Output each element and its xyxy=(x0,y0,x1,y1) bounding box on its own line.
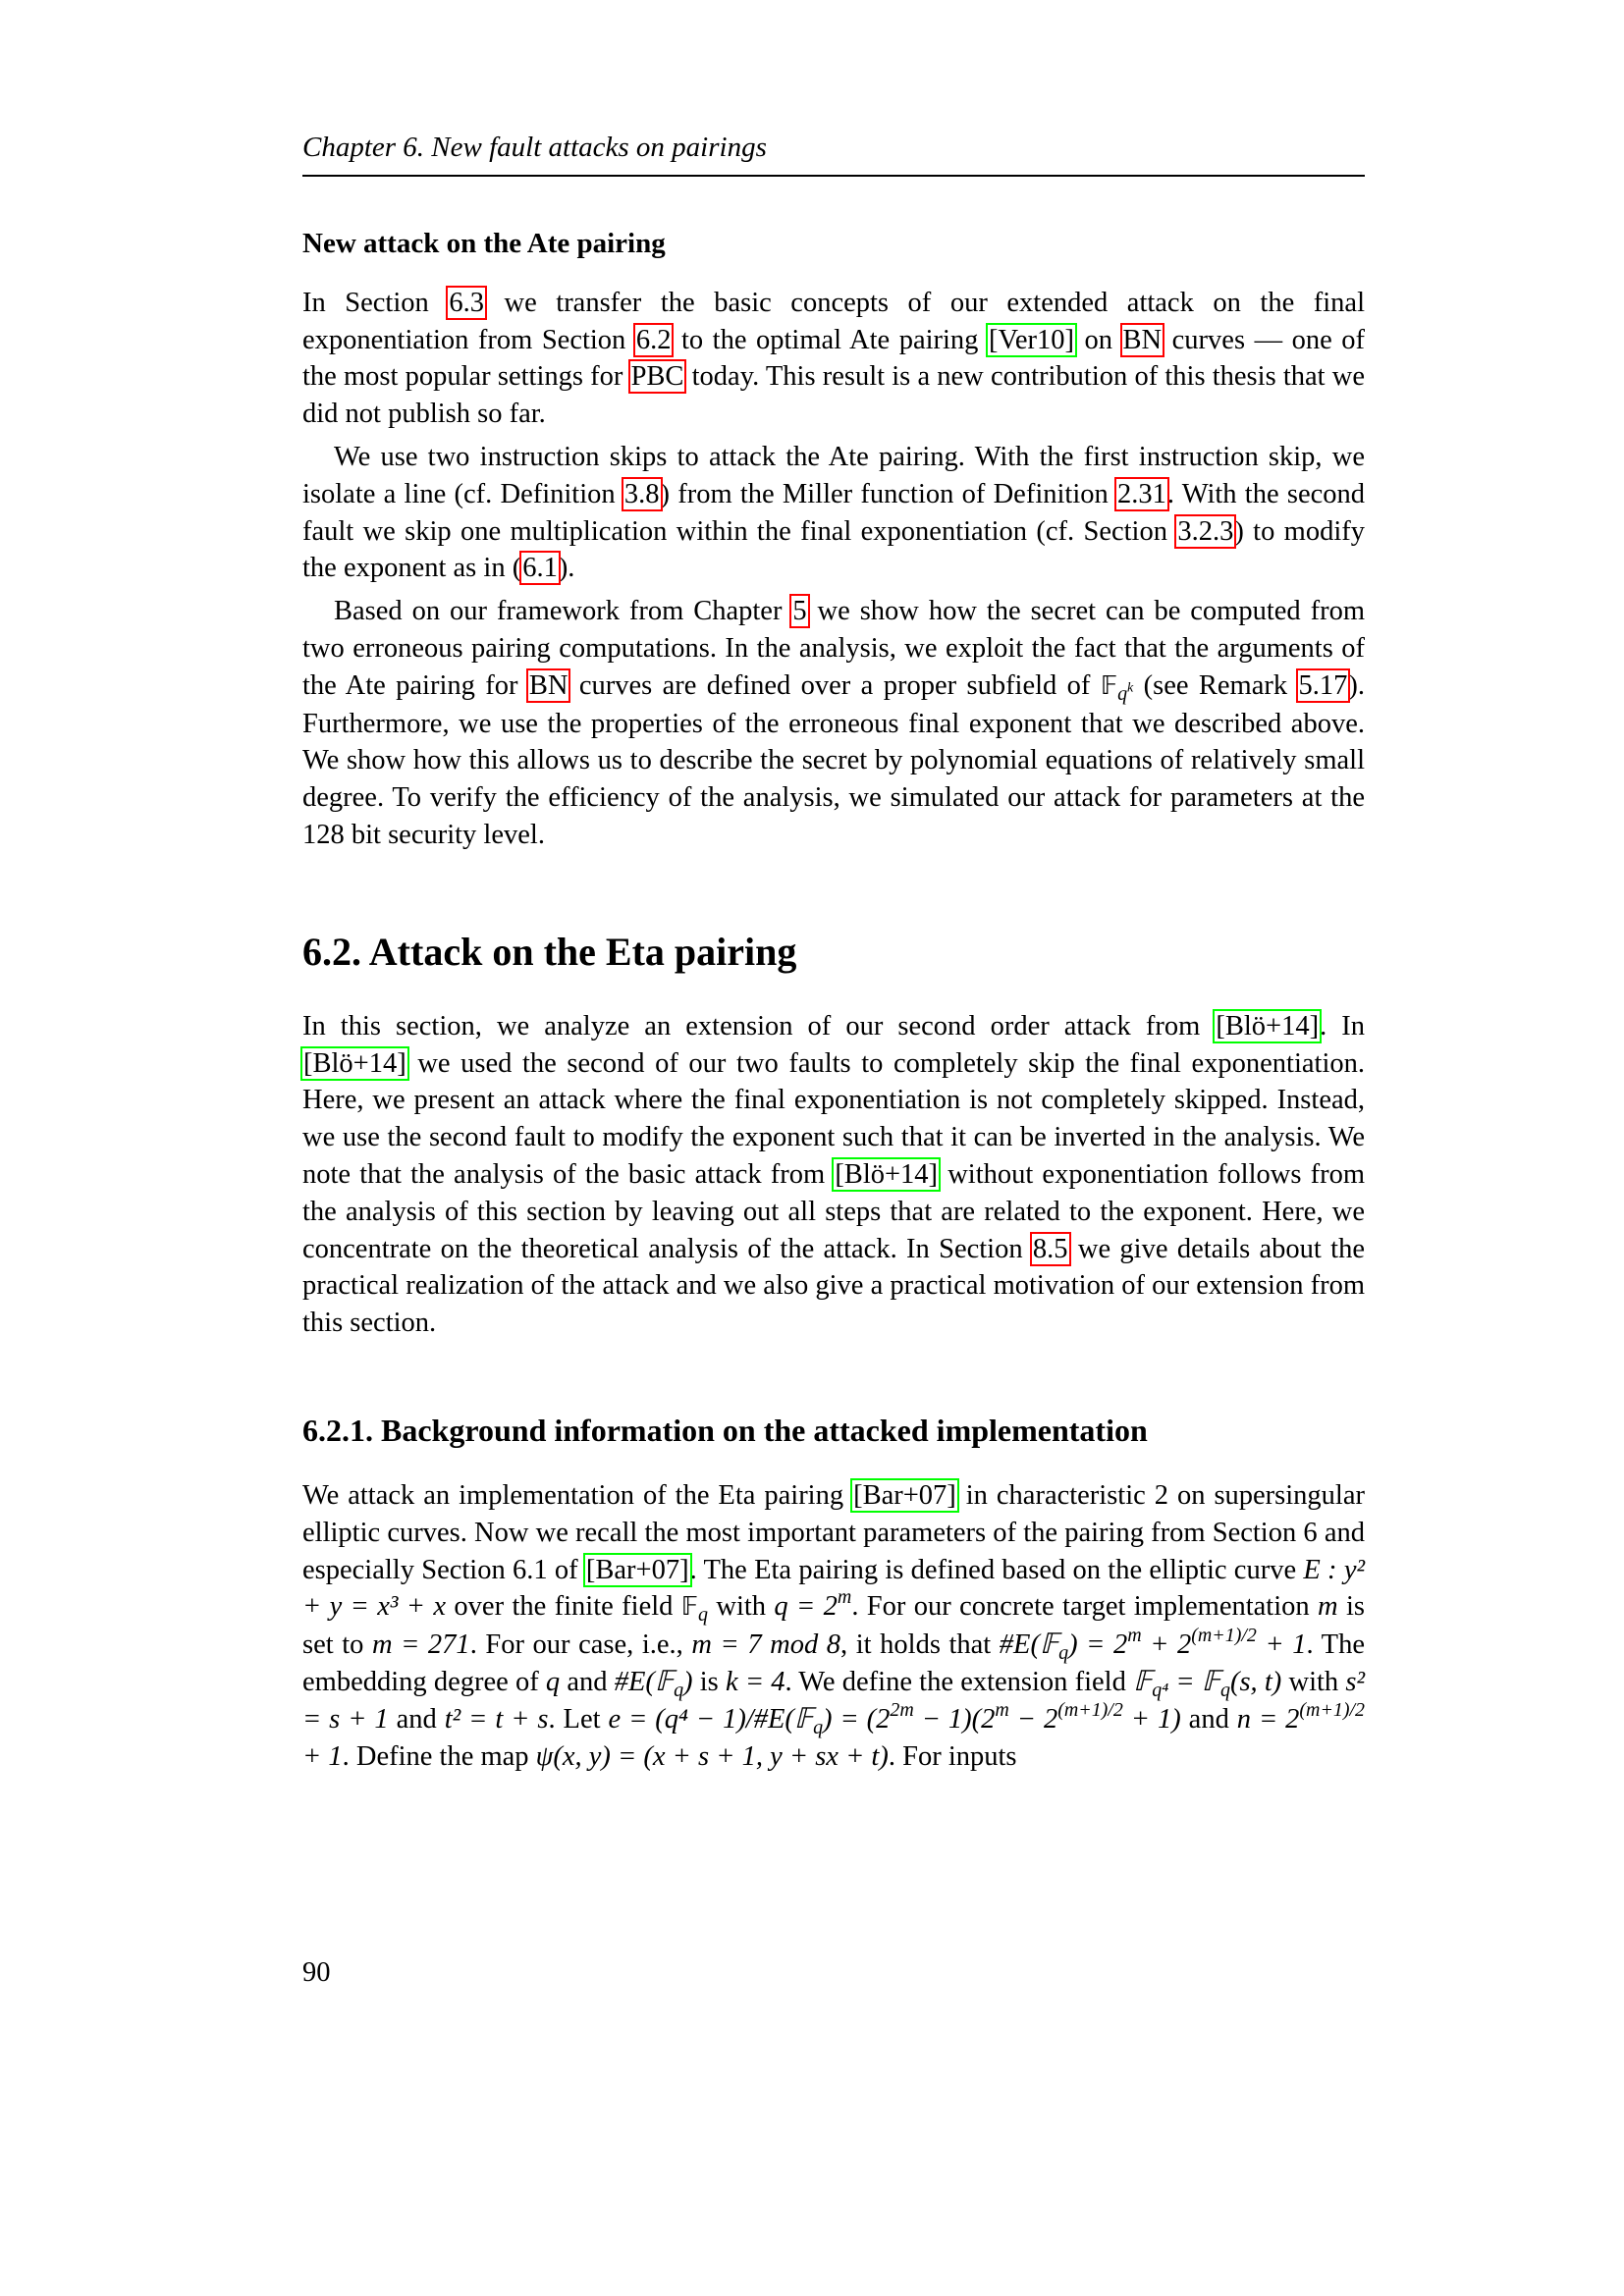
math-q-definition: $q = 2^m$ xyxy=(774,1586,852,1623)
math-mod-condition: m = 7 mod 8 xyxy=(691,1629,841,1661)
math-embedding-degree: k = 4 xyxy=(725,1666,785,1697)
section-ref-link[interactable]: 3.2.3 xyxy=(1177,515,1234,547)
citation-link[interactable]: [Bar+07] xyxy=(853,1479,956,1511)
citation-link[interactable]: [Blö+14] xyxy=(303,1047,406,1079)
chapter-ref-link[interactable]: 5 xyxy=(792,596,807,627)
math-m-value: m = 271 xyxy=(371,1629,470,1661)
math-field: 𝔽$_{q^k}$ xyxy=(1100,670,1134,705)
intro-paragraph-1: In Section 6.3 we transfer the basic concepts of our extended attack on the final exponentiation from Section 6.2 to the optimal Ate pairing [Ver10] on BN curves — one of the most popular settings for PBC today. This result is a new contribution of this thesis that we did not publish so far. xyxy=(302,287,1366,430)
citation-link[interactable]: [Bar+07] xyxy=(585,1554,689,1585)
math-t-relation: t² = t + s xyxy=(444,1703,549,1735)
section-ref-link[interactable]: 6.3 xyxy=(449,287,484,318)
acronym-link[interactable]: BN xyxy=(1122,324,1163,355)
math-q: q xyxy=(545,1666,561,1697)
citation-link[interactable]: [Blö+14] xyxy=(835,1158,939,1190)
math-curve-equation: E : y² + y = x³ + x xyxy=(302,1554,1366,1623)
section-heading: 6.2. Attack on the Eta pairing xyxy=(302,929,797,974)
math-n-definition: $n = 2^{(m+1)/2} + 1$ xyxy=(302,1698,1366,1772)
intro-paragraph-2: We use two instruction skips to attack the Ate pairing. With the first instruction skip, we isolate a line (cf. Definition 3.8) from the Miller function of Definition 2.31. With the second fault we skip one multiplication within the final exponentiation (cf. Section 3.2.3) to modify the exponent as in (6.1). xyxy=(302,441,1365,584)
intro-paragraph-3: Based on our framework from Chapter 5 we show how the secret can be computed from two erroneous pairing computations. In the analysis, we exploit the fact that the arguments of the Ate pairing for BN curves are defined over a proper subfield of 𝔽$_{q^k}$ (see Remark 5.17). Furthermore, we use the properties of the erroneous final exponent that we described above. We show how this allows us to describe the secret by polynomial equations of relatively small degree. To verify the efficiency of the analysis, we simulated our attack for parameters at the 128 bit security level. xyxy=(302,596,1365,850)
definition-ref-link[interactable]: 2.31 xyxy=(1116,478,1166,509)
page xyxy=(302,0,1365,2296)
acronym-link[interactable]: PBC xyxy=(630,361,684,393)
definition-ref-link[interactable]: 3.8 xyxy=(623,478,660,509)
math-curve-order: #E(𝔽$_q$) = $2^m + 2^{(m+1)/2} + 1$ xyxy=(999,1625,1307,1665)
remark-ref-link[interactable]: 5.17 xyxy=(1298,669,1348,701)
acronym-link[interactable]: BN xyxy=(528,669,568,701)
section-ref-link[interactable]: 8.5 xyxy=(1032,1233,1068,1264)
math-m: m xyxy=(1318,1591,1338,1623)
subsection-heading: 6.2.1. Background information on the attacked implementation xyxy=(302,1412,1148,1448)
page-number: 90 xyxy=(302,1957,331,1988)
math-extension-field: 𝔽$_{q^4}$ = 𝔽$_q$(s, t) xyxy=(1133,1666,1282,1701)
paragraph-heading: New attack on the Ate pairing xyxy=(302,228,666,259)
running-header: Chapter 6. New fault attacks on pairings xyxy=(302,130,1365,177)
math-e-definition: e = (q⁴ − 1)/#E(𝔽$_q$) = $(2^{2m} - 1)(2^m - 2^{(m+1)/2} + 1)$ xyxy=(608,1698,1181,1738)
math-s-relation: s² = s + 1 xyxy=(302,1666,1366,1735)
equation-ref-link[interactable]: 6.1 xyxy=(522,553,558,584)
citation-link[interactable]: [Ver10] xyxy=(988,324,1074,355)
section-ref-link[interactable]: 6.2 xyxy=(635,324,672,355)
page-body xyxy=(302,226,1365,1775)
math-order-symbol: #E(𝔽$_q$) xyxy=(614,1666,693,1701)
math-field-fq: 𝔽$_q$ xyxy=(680,1592,708,1627)
citation-link[interactable]: [Blö+14] xyxy=(1216,1010,1320,1041)
math-psi-map: ψ(x, y) = (x + s + 1, y + sx + t) xyxy=(535,1740,889,1772)
section-paragraph-1: In this section, we analyze an extension of our second order attack from [Blö+14]. In [Blö+14] we used the second of our two faults to completely skip the final exponentiation. Here, we present an attack where the final exponentiation is not completely skipped. Instead, we use the second fault to modify the exponent such that it can be inverted in the analysis. We note that the analysis of the basic attack from [Blö+14] without exponentiation follows from the analysis of this section by leaving out all steps that are related to the exponent. Here, we concentrate on the theoretical analysis of the attack. In Section 8.5 we give details about the practical realization of the attack and we also give a practical motivation of our extension from this section. xyxy=(302,1010,1365,1339)
subsection-paragraph-1: We attack an implementation of the Eta pairing [Bar+07] in characteristic 2 on supersingular elliptic curves. Now we recall the most important parameters of the pairing from Section 6 and especially Section 6.1 of [Bar+07]. The Eta pairing is defined based on the elliptic curve E : y² + y = x³ + x over the finite field 𝔽$_q$ with $q = 2^m$. For our concrete target implementation m is set to m = 271. For our case, i.e., m = 7 mod 8, it holds that #E(𝔽$_q$) = $2^m + 2^{(m+1)/2} + 1$. The embedding degree of q and #E(𝔽$_q$) is k = 4. We define the extension field 𝔽$_{q^4}$ = 𝔽$_q$(s, t) with s² = s + 1 and t² = t + s. Let e = (q⁴ − 1)/#E(𝔽$_q$) = $(2^{2m} - 1)(2^m - 2^{(m+1)/2} + 1)$ and $n = 2^{(m+1)/2} + 1$. Define the map ψ(x, y) = (x + s + 1, y + sx + t). For inputs xyxy=(302,1479,1366,1772)
